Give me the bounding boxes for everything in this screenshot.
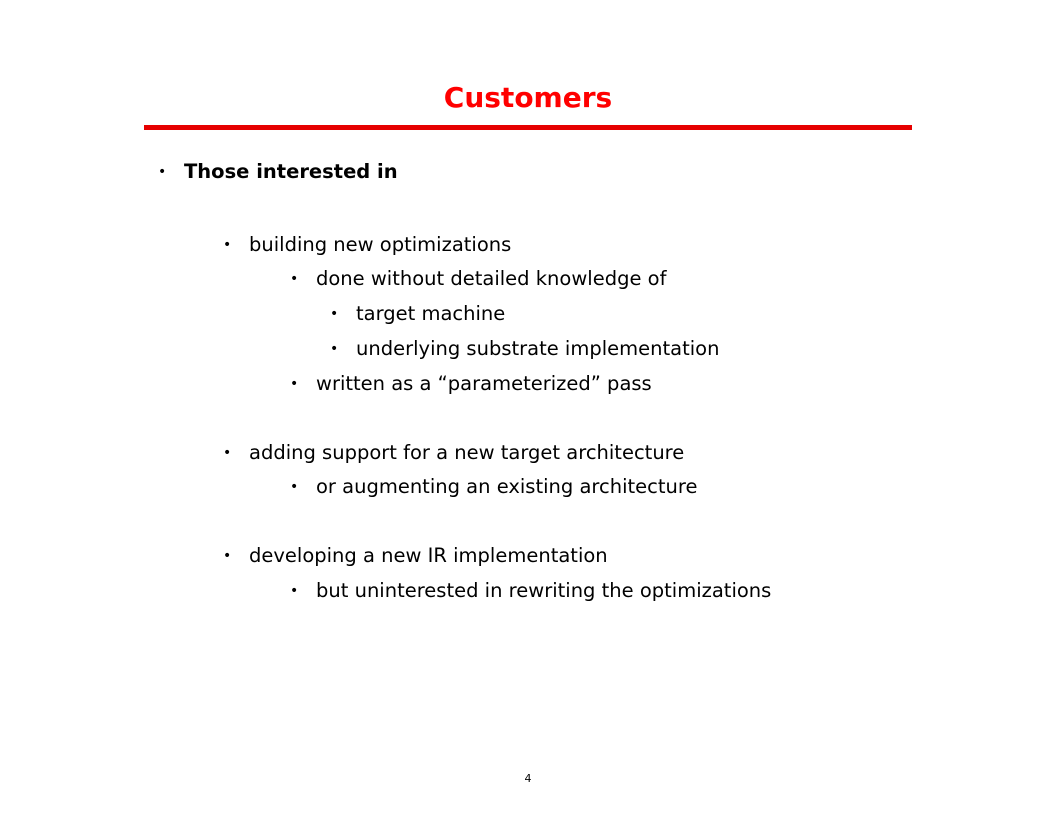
bullet-dot-icon: • <box>223 237 232 253</box>
bullet-dot-icon: • <box>158 164 167 180</box>
bullet-text: developing a new IR implementation <box>249 544 608 567</box>
bullet-text: building new optimizations <box>249 233 512 256</box>
bullet-text: Those interested in <box>184 160 398 183</box>
bullet-dot-icon: • <box>223 445 232 461</box>
bullet-text: target machine <box>356 302 506 325</box>
bullet-dot-icon: • <box>330 341 339 357</box>
bullet-dot-icon: • <box>290 271 299 287</box>
bullet-dot-icon: • <box>290 376 299 392</box>
page-number: 4 <box>524 772 532 785</box>
bullet-text: or augmenting an existing architecture <box>316 475 698 498</box>
bullet-text: underlying substrate implementation <box>356 337 720 360</box>
bullet-text: adding support for a new target architecture <box>249 441 685 464</box>
bullet-text: done without detailed knowledge of <box>316 267 667 290</box>
title-underline <box>144 125 912 130</box>
bullet-dot-icon: • <box>290 583 299 599</box>
bullet-text: but uninterested in rewriting the optimizations <box>316 579 772 602</box>
slide-title: Customers <box>443 81 613 114</box>
bullet-dot-icon: • <box>223 548 232 564</box>
bullet-text: written as a “parameterized” pass <box>316 372 652 395</box>
bullet-dot-icon: • <box>330 306 339 322</box>
bullet-dot-icon: • <box>290 479 299 495</box>
